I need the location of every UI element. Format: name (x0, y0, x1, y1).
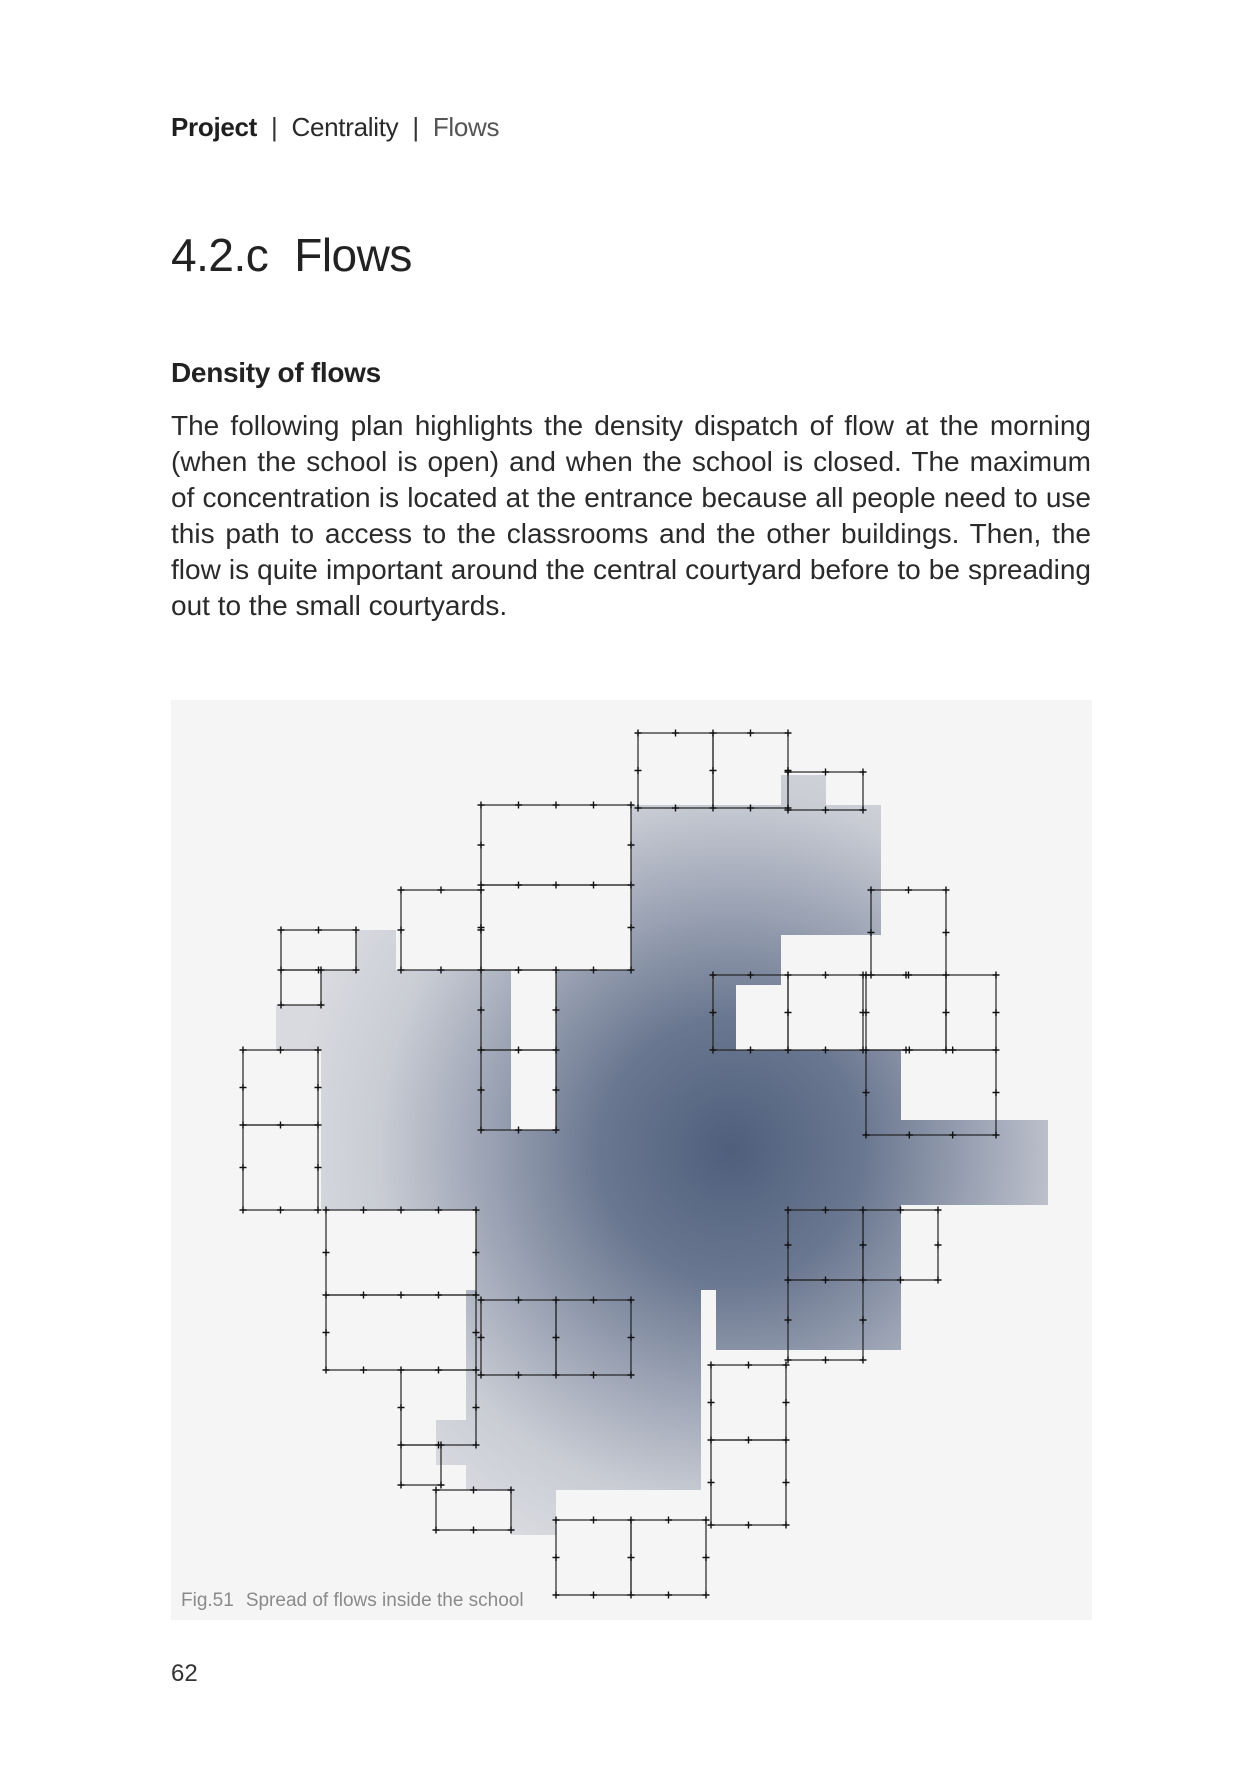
grid-cell (243, 1050, 318, 1125)
grid-marker (708, 1437, 715, 1444)
grid-marker (315, 1084, 322, 1091)
grid-marker (783, 1437, 790, 1444)
figure-caption (181, 1590, 524, 1612)
grid-cell (713, 733, 788, 808)
grid-marker (478, 887, 485, 894)
grid-marker (708, 1522, 715, 1529)
grid-marker (398, 887, 405, 894)
grid-marker (277, 1122, 284, 1129)
grid-marker (433, 1487, 440, 1494)
grid-marker (665, 1592, 672, 1599)
grid-cell (871, 890, 946, 975)
grid-marker (240, 1122, 247, 1129)
flow-region (276, 1005, 321, 1050)
grid-marker (943, 887, 950, 894)
grid-marker (935, 1277, 942, 1284)
grid-cell (946, 975, 996, 1050)
grid-marker (935, 1207, 942, 1214)
grid-marker (433, 1527, 440, 1534)
grid-marker (590, 882, 597, 889)
grid-marker (628, 1592, 635, 1599)
grid-marker (360, 1367, 367, 1374)
grid-marker (745, 1362, 752, 1369)
flow-region (511, 1490, 556, 1535)
grid-marker (708, 1362, 715, 1369)
grid-marker (398, 1404, 405, 1411)
grid-marker (438, 887, 445, 894)
grid-marker (277, 1207, 284, 1214)
breadcrumb-separator: | (412, 112, 419, 142)
grid-marker (635, 767, 642, 774)
grid-marker (398, 1292, 405, 1299)
breadcrumb-separator: | (271, 112, 278, 142)
grid-marker (993, 1047, 1000, 1054)
grid-cell (326, 1295, 476, 1370)
grid-marker (515, 967, 522, 974)
grid-marker (435, 1367, 442, 1374)
grid-marker (993, 1089, 1000, 1096)
grid-marker (665, 1517, 672, 1524)
grid-cell (401, 1445, 441, 1485)
grid-marker (783, 1399, 790, 1406)
grid-cell (711, 1365, 786, 1440)
grid-marker (708, 1399, 715, 1406)
grid-marker (315, 1164, 322, 1171)
grid-marker (993, 1009, 1000, 1016)
grid-marker (785, 769, 792, 776)
section-number: 4.2.c (171, 229, 269, 281)
grid-marker (628, 1517, 635, 1524)
grid-marker (323, 1367, 330, 1374)
grid-marker (783, 1479, 790, 1486)
grid-marker (478, 842, 485, 849)
section-title-text: Flows (294, 229, 412, 281)
grid-cell (243, 1125, 318, 1210)
grid-marker (315, 1207, 322, 1214)
grid-cell (638, 733, 713, 808)
grid-marker (323, 1249, 330, 1256)
grid-marker (323, 1329, 330, 1336)
grid-marker (435, 1292, 442, 1299)
breadcrumb-centrality: Centrality (291, 112, 399, 142)
flow-region (356, 930, 396, 970)
grid-marker (710, 767, 717, 774)
body-paragraph: The following plan highlights the density dispatch of flow at the morning (when the school is open) and when the school is closed. The maximum of concentration is located at the entrance because all people need to use this path to access to the classrooms and the other buildings. Then, the flow is quite important around the central courtyard before to be spreading out to the small courtyards. (171, 410, 1091, 621)
grid-marker (553, 802, 560, 809)
grid-marker (745, 1522, 752, 1529)
grid-marker (315, 927, 322, 934)
flow-region (716, 1240, 786, 1350)
subheading: Density of flows (171, 357, 381, 388)
grid-marker (905, 887, 912, 894)
grid-marker (478, 802, 485, 809)
grid-cell (556, 1520, 631, 1595)
grid-marker (323, 1292, 330, 1299)
flow-region (556, 970, 736, 1130)
grid-marker (747, 730, 754, 737)
grid-marker (470, 1527, 477, 1534)
grid-cell (788, 975, 863, 1050)
grid-marker (278, 967, 285, 974)
grid-cell (631, 1520, 706, 1595)
grid-marker (240, 1047, 247, 1054)
grid-marker (935, 1242, 942, 1249)
figure-caption-text: Spread of flows inside the school (245, 1590, 524, 1611)
grid-cell (481, 885, 631, 970)
grid-marker (315, 1122, 322, 1129)
grid-cell (281, 970, 321, 1005)
section-title (171, 228, 412, 282)
grid-marker (708, 1479, 715, 1486)
grid-marker (240, 1164, 247, 1171)
grid-marker (635, 730, 642, 737)
grid-marker (515, 802, 522, 809)
grid-marker (590, 1517, 597, 1524)
breadcrumb-project: Project (171, 112, 258, 142)
grid-marker (822, 972, 829, 979)
page-number: 62 (171, 1660, 198, 1687)
grid-marker (860, 1357, 867, 1364)
flow-density-area (276, 775, 1048, 1535)
grid-marker (822, 769, 829, 776)
grid-marker (785, 1009, 792, 1016)
breadcrumb (171, 112, 499, 143)
grid-marker (628, 1554, 635, 1561)
grid-marker (943, 1009, 950, 1016)
grid-cell (481, 805, 631, 885)
grid-marker (703, 1554, 710, 1561)
flow-region (466, 1290, 701, 1490)
grid-marker (398, 1442, 405, 1449)
grid-cell (436, 1490, 511, 1530)
grid-marker (993, 972, 1000, 979)
grid-marker (360, 1292, 367, 1299)
grid-marker (590, 1592, 597, 1599)
flow-region (841, 840, 881, 885)
grid-cell (281, 930, 356, 970)
grid-marker (943, 929, 950, 936)
grid-marker (822, 1357, 829, 1364)
grid-marker (398, 927, 405, 934)
grid-cell (326, 1210, 476, 1295)
grid-marker (949, 1047, 956, 1054)
grid-marker (710, 730, 717, 737)
grid-marker (860, 769, 867, 776)
grid-marker (398, 1367, 405, 1374)
grid-marker (553, 1592, 560, 1599)
grid-marker (783, 1522, 790, 1529)
grid-marker (240, 1207, 247, 1214)
grid-marker (703, 1517, 710, 1524)
grid-marker (515, 882, 522, 889)
grid-marker (672, 730, 679, 737)
grid-marker (278, 927, 285, 934)
grid-marker (906, 1047, 913, 1054)
flow-region (901, 1120, 1048, 1205)
flow-density-plan-figure (171, 700, 1092, 1620)
grid-marker (553, 882, 560, 889)
breadcrumb-flows: Flows (432, 112, 500, 142)
grid-marker (785, 730, 792, 737)
grid-cell (401, 890, 481, 970)
flow-density-plan (171, 700, 1092, 1620)
figure-label: Fig.51 (181, 1590, 234, 1611)
grid-marker (943, 1047, 950, 1054)
grid-marker (703, 1592, 710, 1599)
grid-marker (745, 1437, 752, 1444)
grid-cell (711, 1440, 786, 1525)
grid-marker (398, 1482, 405, 1489)
grid-cell (866, 975, 946, 1050)
grid-marker (438, 1482, 445, 1489)
grid-marker (240, 1084, 247, 1091)
grid-marker (943, 972, 950, 979)
grid-marker (785, 972, 792, 979)
flow-region (631, 805, 781, 985)
grid-marker (553, 1554, 560, 1561)
grid-marker (590, 802, 597, 809)
grid-marker (515, 1047, 522, 1054)
